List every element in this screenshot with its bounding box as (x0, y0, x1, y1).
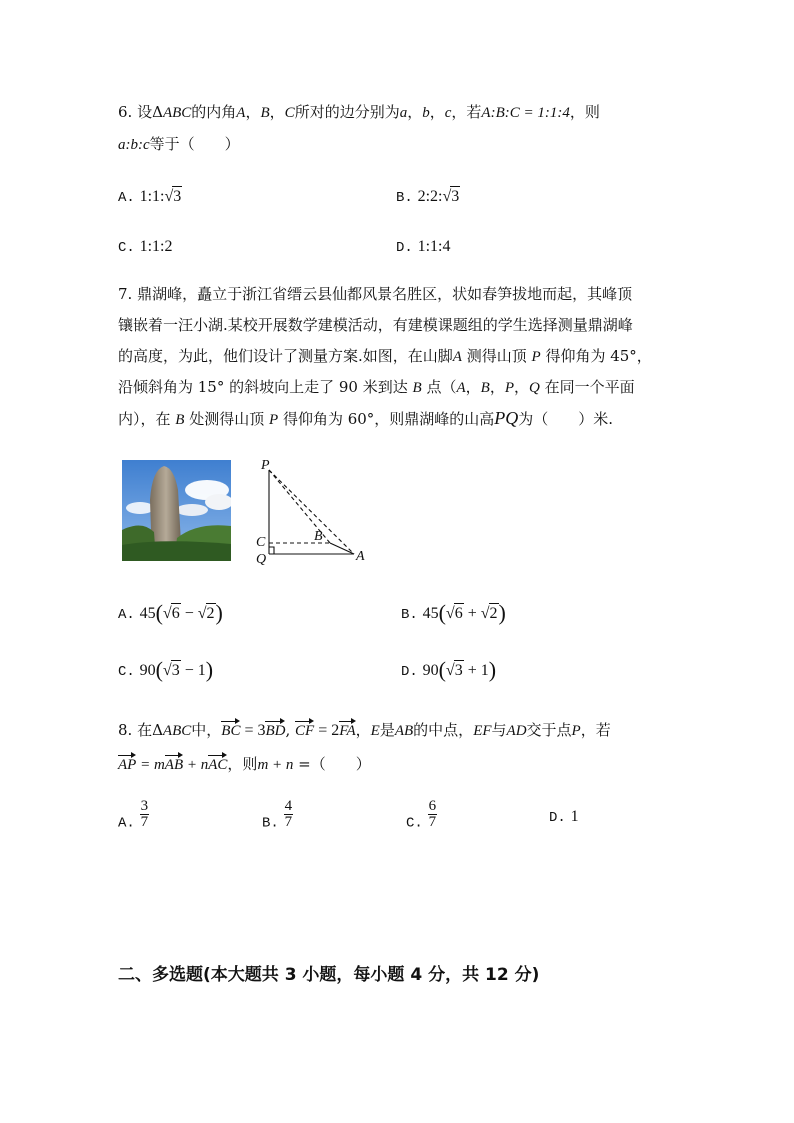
label-b: B (314, 529, 323, 544)
q6-line1: 6. 设ΔABC的内角A，B，C所对的边分别为a，b，c，若A:B:C = 1:1:4，则 (118, 103, 600, 121)
mountain-photo (122, 460, 231, 561)
section-heading-multiple-choice: 二、多选题(本大题共 3 小题，每小题 4 分，共 12 分) (118, 965, 540, 985)
label-p: P (261, 458, 270, 473)
line-ba (330, 543, 354, 554)
q7-line4: 沿倾斜角为 15° 的斜坡向上走了 90 米到达 B 点（A，B，P，Q 在同一个平面 (118, 378, 635, 396)
q7-line3: 的高度，为此，他们设计了测量方案.如图，在山脚A 测得山顶 P 得仰角为 45°， (118, 347, 652, 365)
q8-option-b[interactable]: B. $\frac{4}{7}$ (262, 798, 293, 832)
q8-option-d[interactable]: D. 1 (549, 808, 579, 826)
q8-line1: 8. 在ΔABC中，BC = 3BD, CF = 2FA，E是AB的中点，EF与AD交于点P，若 (118, 721, 611, 739)
q6-line2: a:b:c等于（ ） (118, 135, 240, 153)
q8-line2: AP = mAB + nAC，则m + n =（ ） (118, 755, 371, 773)
q7-line1: 7. 鼎湖峰，矗立于浙江省缙云县仙都风景名胜区，状如春笋拔地而起，其峰顶 (118, 285, 633, 303)
q7-option-c[interactable]: C. 90(√3 − 1) (118, 657, 214, 682)
q8-option-a[interactable]: A. $\frac{3}{7}$ (118, 798, 149, 832)
q8-option-c[interactable]: C. $\frac{6}{7}$ (406, 798, 437, 832)
geometry-diagram (250, 456, 370, 566)
q7-option-d[interactable]: D. 90(√3 + 1) (401, 657, 497, 682)
label-a: A (356, 549, 365, 564)
q7-line5: 内），在 B 处测得山顶 P 得仰角为 60°，则鼎湖峰的山高PQ为（ ）米. (118, 408, 614, 428)
q7-option-b[interactable]: B. 45(√6 + √2) (401, 600, 506, 625)
q6-option-c[interactable]: C. 1:1:2 (118, 238, 173, 256)
q6-option-a[interactable]: A. 1:1:√3 (118, 188, 182, 206)
line-pa (269, 470, 354, 554)
label-q: Q (256, 552, 267, 566)
q7-option-a[interactable]: A. 45(√6 − √2) (118, 600, 223, 625)
q6-option-d[interactable]: D. 1:1:4 (396, 238, 451, 256)
label-c: C (256, 535, 266, 550)
q7-line2: 镶嵌着一汪小湖.某校开展数学建模活动，有建模课题组的学生选择测量鼎湖峰 (118, 316, 633, 334)
q6-option-b[interactable]: B. 2:2:√3 (396, 188, 460, 206)
